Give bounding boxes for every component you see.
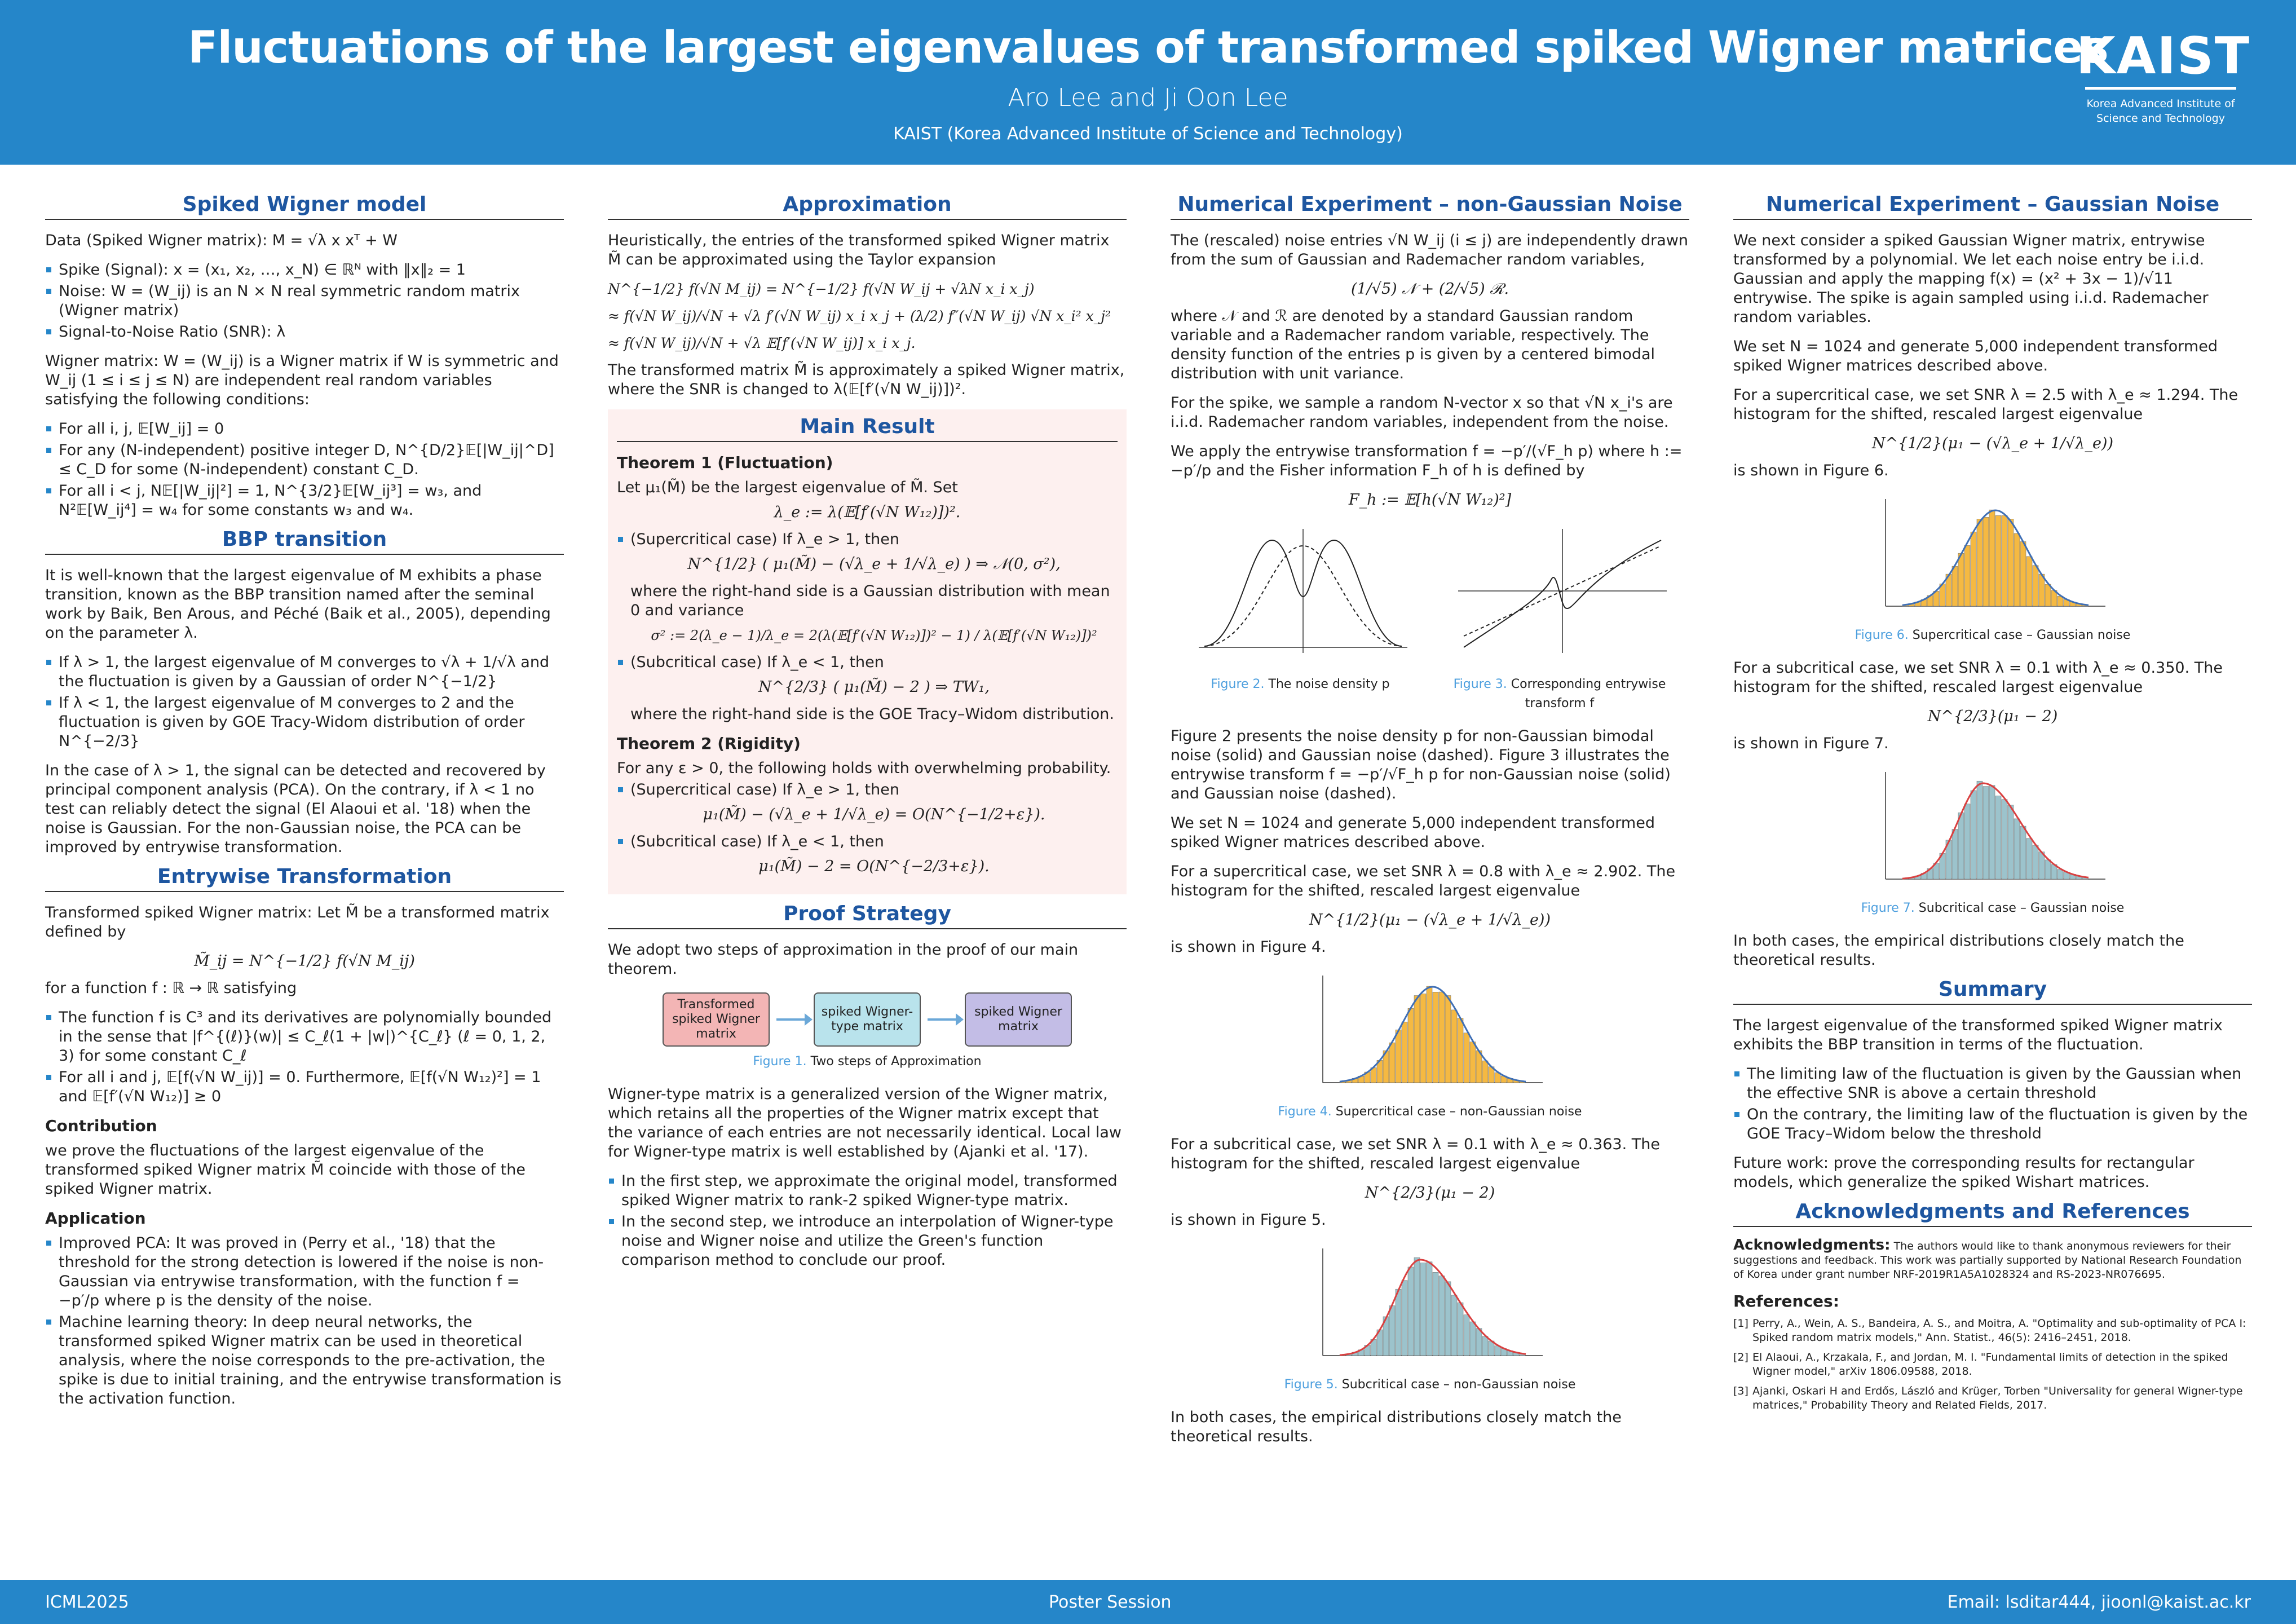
ref-number: [1] xyxy=(1733,1317,1749,1330)
g-eq-1: N^{1/2}(μ₁ − (√λ_e + 1/√λ_e)) xyxy=(1871,435,2113,452)
g-text-4: is shown in Figure 6. xyxy=(1733,462,1889,479)
histogram-bar xyxy=(2008,805,2014,879)
figure-number: Figure 1. xyxy=(753,1054,807,1069)
histogram-bar xyxy=(1470,1042,1476,1083)
transform-plot xyxy=(1447,518,1672,664)
wigner-definition: Wigner matrix: W = (W_ij) is a Wigner matrix if W is symmetric and W_ij (1 ≤ i ≤ j ≤ N) are independent real random variables satisfying the following conditions: xyxy=(45,352,559,408)
kaist-logo xyxy=(2076,27,2251,126)
approx-after: The transformed matrix M̃ is approximately a spiked Wigner matrix, where the SNR is changed to λ(𝔼[f′(√N W_ij)])². xyxy=(608,361,1125,398)
column-2 xyxy=(608,186,1127,1280)
approximation-flow xyxy=(608,992,1127,1047)
acknowledgments xyxy=(1733,1238,2252,1282)
flow-box-transformed: Transformed spiked Wigner matrix xyxy=(663,992,770,1047)
figure-3 xyxy=(1447,518,1672,727)
histogram-bar xyxy=(1408,1008,1414,1083)
histogram-bar xyxy=(1433,1272,1438,1356)
poster-title: Fluctuations of the largest eigenvalues of transformed spiked Wigner matrices xyxy=(188,23,2108,73)
caption-text: Subcritical case – non-Gaussian noise xyxy=(1341,1378,1576,1392)
figure-7-histogram xyxy=(1863,764,2122,893)
case-label: (Supercritical case) If λ_e > 1, then xyxy=(630,531,899,548)
bbp-list xyxy=(45,653,564,751)
figure-3-caption xyxy=(1447,675,1672,713)
histogram-bar xyxy=(1464,1033,1469,1083)
histogram-bar xyxy=(2014,533,2020,606)
column-3 xyxy=(1171,186,1689,1457)
histogram-bar xyxy=(2026,557,2032,606)
wigner-type-text: Wigner-type matrix is a generalized version of the Wigner matrix, which retains all the properties of the Wigner matrix except that the variance of each entries are not necessarily identical. Local law for Wigner-type matrix is well established by (Ajanki et al. '17). xyxy=(608,1085,1121,1160)
case-label: (Supercritical case) If λ_e > 1, then xyxy=(630,781,899,798)
histogram-bar xyxy=(1995,515,2001,606)
histogram-bar xyxy=(1983,517,1989,606)
caption-text: Two steps of Approximation xyxy=(810,1054,982,1069)
histogram-bar xyxy=(1958,813,1964,879)
histogram-bar xyxy=(2045,584,2051,606)
g-text-6: is shown in Figure 7. xyxy=(1733,735,1889,752)
subcritical-eq: N^{2/3} ( μ₁(M̃) − 2 ) ⇒ TW₁, xyxy=(758,678,990,696)
heading-spiked-wigner: Spiked Wigner model xyxy=(45,195,564,220)
histogram-bar xyxy=(2002,800,2007,879)
ack-text: The authors would like to thank anonymous reviewers for their suggestions and feedback. This work was partially supported by National Research Foundation of Korea under grant number NRF-2019R1A5A1028324 and RS-2023-NR076695. xyxy=(1733,1240,2242,1281)
ng-text-4: We apply the entrywise transformation f = −p′/(√F_h p) where h := −p′/p and the Fisher information F_h of h is defined by xyxy=(1171,443,1683,479)
g-text-2: We set N = 1024 and generate 5,000 independent transformed spiked Wigner matrices described above. xyxy=(1733,338,2218,374)
histogram-bar xyxy=(1482,1061,1488,1083)
histogram-bar xyxy=(1495,1346,1500,1356)
ng-eq-4: N^{2/3}(μ₁ − 2) xyxy=(1365,1184,1495,1202)
histogram-bar xyxy=(1458,1018,1463,1083)
caption-text: Corresponding entrywise transform f xyxy=(1511,677,1666,710)
list-item: Machine learning theory: In deep neural networks, the transformed spiked Wigner matrix can be used in theoretical analysis, where the noise corresponds to the pre-activation, the spike is due to initial training, and the entrywise transformation is the activation function. xyxy=(45,1313,564,1409)
theorem-1-eq: λ_e := λ(𝔼[f′(√N W₁₂)])². xyxy=(774,504,961,521)
histogram-bar xyxy=(1420,1263,1426,1356)
theorem-2-list xyxy=(617,780,1118,876)
g-text-7: In both cases, the empirical distributions closely match the theoretical results. xyxy=(1733,932,2184,969)
histogram-bar xyxy=(1445,995,1451,1083)
caption-text: The noise density p xyxy=(1268,677,1390,691)
histogram-bar xyxy=(1964,804,1970,879)
bbp-text: It is well-known that the largest eigenvalue of M exhibits a phase transition, known as the BBP transition named after the seminal work by Baik, Ben Arous, and Péché (Baik et al., 2005), depending on the parameter λ. xyxy=(45,567,551,642)
histogram-bar xyxy=(2033,845,2038,879)
list-item xyxy=(617,653,1118,724)
rigidity-super-eq: μ₁(M̃) − (√λ_e + 1/√λ_e) = O(N^{−1/2+ε}). xyxy=(703,806,1045,823)
list-item: On the contrary, the limiting law of the fluctuation is given by the GOE Tracy–Widom below the threshold xyxy=(1733,1105,2252,1144)
footer-session: Poster Session xyxy=(1049,1592,1172,1612)
approx-eq-1: N^{−1/2} f(√N M_ij) = N^{−1/2} f(√N W_ij + √λN x_i x_j) xyxy=(608,281,1035,297)
ng-text-8: is shown in Figure 4. xyxy=(1171,938,1326,956)
figure-4-histogram xyxy=(1300,967,1560,1097)
histogram-bar xyxy=(1983,787,1989,879)
heading-proof-strategy: Proof Strategy xyxy=(608,904,1127,929)
flow-box-wigner-type: spiked Wigner-type matrix xyxy=(814,992,921,1047)
ng-eq-3: N^{1/2}(μ₁ − (√λ_e + 1/√λ_e)) xyxy=(1309,911,1551,929)
list-item: In the first step, we approximate the original model, transformed spiked Wigner matrix to rank-2 spiked Wigner-type matrix. xyxy=(608,1172,1127,1210)
histogram-bar xyxy=(1427,986,1432,1083)
histogram-bar xyxy=(1482,1336,1488,1356)
theorem-1-list xyxy=(617,530,1118,724)
caption-text: Supercritical case – Gaussian noise xyxy=(1912,628,2131,642)
logo-rule xyxy=(2085,87,2236,90)
summary-text: The largest eigenvalue of the transformed spiked Wigner matrix exhibits the BBP transition in terms of the fluctuation. xyxy=(1733,1017,2223,1053)
figure-7-caption xyxy=(1733,899,2252,918)
heading-bbp: BBP transition xyxy=(45,530,564,555)
histogram-bar xyxy=(1414,995,1420,1083)
histogram-bar xyxy=(2014,819,2020,879)
logo-text: KAIST xyxy=(2076,27,2251,86)
list-item: For all i, j, 𝔼[W_ij] = 0 xyxy=(45,420,564,439)
heading-summary: Summary xyxy=(1733,980,2252,1005)
histogram-bar xyxy=(1458,1303,1463,1356)
g-text-1: We next consider a spiked Gaussian Wigner matrix, entrywise transformed by a polynomial. We let each noise entry be i.i.d. Gaussian and apply the mapping f(x) = (x² + 3x − 1)/√11 entrywise. The spike is again sampled using i.i.d. Rademacher random variables. xyxy=(1733,232,2209,326)
figure-2 xyxy=(1187,518,1413,727)
histogram-bar xyxy=(1958,553,1964,606)
histogram-bar xyxy=(1433,992,1438,1083)
list-item xyxy=(617,530,1118,645)
g-text-5: For a subcritical case, we set SNR λ = 0.1 with λ_e ≈ 0.350. The histogram for the shifted, rescaled largest eigenvalue xyxy=(1733,659,2223,696)
figure-5-histogram xyxy=(1300,1240,1560,1370)
case-label: (Subcritical case) If λ_e < 1, then xyxy=(630,654,884,671)
ng-text-9: For a subcritical case, we set SNR λ = 0.1 with λ_e ≈ 0.363. The histogram for the shifted, rescaled largest eigenvalue xyxy=(1171,1136,1660,1172)
authors: Aro Lee and Ji Oon Lee xyxy=(1008,83,1288,112)
figure-number: Figure 5. xyxy=(1284,1378,1338,1392)
figure-number: Figure 6. xyxy=(1855,628,1909,642)
ng-text-10: is shown in Figure 5. xyxy=(1171,1211,1326,1229)
proof-steps xyxy=(608,1172,1127,1270)
histogram-bar xyxy=(2026,839,2032,879)
histogram-bar xyxy=(1402,1022,1407,1083)
approx-text: Heuristically, the entries of the transformed spiked Wigner matrix M̃ can be approximated using the Taylor expansion xyxy=(608,232,1110,268)
ng-text-1: The (rescaled) noise entries √N W_ij (i ≤ j) are independently drawn from the sum of Gaussian and Rademacher random variables, xyxy=(1171,232,1689,268)
ng-text-6: We set N = 1024 and generate 5,000 independent transformed spiked Wigner matrices described above. xyxy=(1171,814,1655,851)
footer-email: Email: lsditar444, jioonl@kaist.ac.kr xyxy=(1947,1592,2251,1612)
ng-text-11: In both cases, the empirical distributions closely match the theoretical results. xyxy=(1171,1409,1622,1445)
histogram-bar xyxy=(1470,1322,1476,1356)
caption-text: Supercritical case – non-Gaussian noise xyxy=(1335,1105,1582,1119)
approx-eq-3: ≈ f(√N W_ij)/√N + √λ 𝔼[f′(√N W_ij)] x_i x_j. xyxy=(608,335,916,351)
histogram-bar xyxy=(1451,1010,1457,1083)
heading-non-gaussian: Numerical Experiment – non-Gaussian Noise xyxy=(1171,195,1689,220)
histogram-bar xyxy=(1402,1281,1407,1356)
histogram-bar xyxy=(1445,1282,1451,1356)
heading-contribution: Contribution xyxy=(45,1116,157,1135)
histogram-bar xyxy=(1396,1030,1401,1083)
wigner-conditions xyxy=(45,420,564,520)
caption-text: Subcritical case – Gaussian noise xyxy=(1918,901,2125,915)
data-line: Data (Spiked Wigner matrix): M = √λ x xᵀ + W xyxy=(45,232,398,249)
theorem-1-text: Let μ₁(M̃) be the largest eigenvalue of M̃. Set xyxy=(617,479,958,496)
application-list xyxy=(45,1234,564,1409)
heading-application: Application xyxy=(45,1209,146,1228)
column-1 xyxy=(45,186,564,1419)
list-item xyxy=(617,780,1118,824)
list-item: If λ > 1, the largest eigenvalue of M converges to √λ + 1/√λ and the fluctuation is given by a Gaussian of order N^{−1/2} xyxy=(45,653,564,691)
list-item: For all i < j, N𝔼[|W_ij|²] = 1, N^{3/2}𝔼[W_ij³] = w₃, and N²𝔼[W_ij⁴] = w₄ for some constants w₃ and w₄. xyxy=(45,482,564,520)
contribution-text: we prove the fluctuations of the largest eigenvalue of the transformed spiked Wigner matrix M̃ coincide with those of the spiked Wigner matrix. xyxy=(45,1142,526,1198)
list-item: In the second step, we introduce an interpolation of Wigner-type noise and Wigner noise and utilize the Green's function comparison method to conclude our proof. xyxy=(608,1212,1127,1270)
histogram-bar xyxy=(1995,796,2001,879)
ng-eq-2: F_h := 𝔼[h(√N W₁₂)²] xyxy=(1348,491,1512,509)
histogram-bar xyxy=(2008,519,2014,606)
entry-for: for a function f : ℝ → ℝ satisfying xyxy=(45,979,297,997)
histogram-bar xyxy=(1427,1262,1432,1356)
histogram-bar xyxy=(1464,1315,1469,1356)
entry-list xyxy=(45,1008,564,1106)
footer-conference: ICML2025 xyxy=(45,1592,129,1612)
theorem-2-text: For any ε > 0, the following holds with overwhelming probability. xyxy=(617,760,1111,777)
g-eq-2: N^{2/3}(μ₁ − 2) xyxy=(1927,708,2058,725)
noise-density-plot xyxy=(1187,518,1413,664)
list-item: The limiting law of the fluctuation is given by the Gaussian when the effective SNR is above a certain threshold xyxy=(1733,1065,2252,1103)
histogram-bar xyxy=(1414,1257,1420,1356)
flow-box-spiked-wigner: spiked Wigner matrix xyxy=(965,992,1072,1047)
ack-label: Acknowledgments: xyxy=(1733,1237,1891,1254)
histogram-bar xyxy=(1952,829,1958,879)
reference-item xyxy=(1733,1384,2252,1413)
figure-5-caption xyxy=(1171,1375,1689,1394)
theorem-1-title: Theorem 1 (Fluctuation) xyxy=(617,453,833,472)
main-result-box xyxy=(608,409,1127,894)
figures-2-3 xyxy=(1171,518,1689,727)
list-item xyxy=(617,832,1118,876)
figure-number: Figure 2. xyxy=(1211,677,1265,691)
pca-text: In the case of λ > 1, the signal can be detected and recovered by principal component analysis (PCA). On the contrary, if λ < 1 no test can reliably detect the signal (El Alaoui et al. '18) when the noise is Gaussian. For the non-Gaussian noise, the PCA can be improved by entrywise transformation. xyxy=(45,762,546,856)
histogram-bar xyxy=(1952,566,1958,606)
figure-4-caption xyxy=(1171,1102,1689,1122)
histogram-bar xyxy=(1476,1329,1482,1356)
histogram-bar xyxy=(1408,1267,1414,1356)
references-heading: References: xyxy=(1733,1292,1839,1310)
list-item: Noise: W = (W_ij) is an N × N real symmetric random matrix (Wigner matrix) xyxy=(45,282,564,320)
ng-eq-1: (1/√5) 𝒩 + (2/√5) ℛ. xyxy=(1350,280,1509,298)
g-text-3: For a supercritical case, we set SNR λ = 2.5 with λ_e ≈ 1.294. The histogram for the shifted, rescaled largest eigenvalue xyxy=(1733,386,2238,423)
affiliation: KAIST (Korea Advanced Institute of Science and Technology) xyxy=(893,124,1403,144)
ng-text-2: where 𝒩 and ℛ are denoted by a standard Gaussian random variable and a Rademacher random variable, respectively. The density function of the entries p is given by a centered bimodal distribution with unit variance. xyxy=(1171,307,1655,382)
case-label: (Subcritical case) If λ_e < 1, then xyxy=(630,833,884,850)
header-banner xyxy=(0,0,2296,165)
histogram-bar xyxy=(1971,791,1976,879)
model-list xyxy=(45,261,564,342)
figure-2-caption xyxy=(1187,675,1413,694)
approx-eq-2: ≈ f(√N W_ij)/√N + √λ f′(√N W_ij) x_i x_j + (λ/2) f″(√N W_ij) √N x_i² x_j² xyxy=(608,308,1111,324)
theorem-2-title: Theorem 2 (Rigidity) xyxy=(617,734,801,753)
logo-subtitle: Korea Advanced Institute of Science and Technology xyxy=(2086,98,2235,125)
ref-number: [3] xyxy=(1733,1385,1749,1397)
histogram-bar xyxy=(2045,860,2051,879)
rigidity-sub-eq: μ₁(M̃) − 2 = O(N^{−2/3+ε}). xyxy=(758,858,990,875)
entry-equation: M̃_ij = N^{−1/2} f(√N M_ij) xyxy=(194,952,415,970)
flow-arrow xyxy=(776,1018,807,1021)
heading-acknowledgments: Acknowledgments and References xyxy=(1733,1202,2252,1227)
heading-approximation: Approximation xyxy=(608,195,1127,220)
histogram-bar xyxy=(2002,515,2007,606)
histogram-bar xyxy=(1396,1289,1401,1356)
list-item: If λ < 1, the largest eigenvalue of M converges to 2 and the fluctuation is given by GOE Tracy-Widom distribution of order N^{−2/3} xyxy=(45,694,564,751)
histogram-bar xyxy=(1420,994,1426,1083)
list-item: Improved PCA: It was proved in (Perry et al., '18) that the threshold for the strong detection is lowered if the noise is non-Gaussian via entrywise transformation, with the function f = −p′/p where p is the density of the noise. xyxy=(45,1234,564,1310)
histogram-bar xyxy=(2020,826,2026,879)
histogram-bar xyxy=(2033,566,2038,606)
future-work: Future work: prove the corresponding results for rectangular models, which generalize the spiked Wishart matrices. xyxy=(1733,1154,2195,1191)
histogram-bar xyxy=(1451,1295,1457,1356)
list-item: For any (N-independent) positive integer D, N^{D/2}𝔼[|W_ij|^D] ≤ C_D for some (N-independent) constant C_D. xyxy=(45,441,564,479)
flow-arrow xyxy=(928,1018,958,1021)
histogram-bar xyxy=(1977,781,1982,879)
footer-banner xyxy=(0,1580,2296,1624)
histogram-bar xyxy=(1977,519,1982,606)
ng-text-3: For the spike, we sample a random N-vector x so that √N x_i's are i.i.d. Rademacher random variables, independent from the noise. xyxy=(1171,394,1673,431)
sigma-eq: σ² := 2(λ_e − 1)/λ_e = 2(λ(𝔼[f′(√N W₁₂)])² − 1) / λ(𝔼[f′(√N W₁₂)])² xyxy=(651,628,1097,643)
list-item: Signal-to-Noise Ratio (SNR): λ xyxy=(45,323,564,342)
histogram-bar xyxy=(2020,541,2026,606)
entry-text: Transformed spiked Wigner matrix: Let M̃ be a transformed matrix defined by xyxy=(45,904,550,941)
heading-entrywise: Entrywise Transformation xyxy=(45,867,564,892)
figure-6-caption xyxy=(1733,626,2252,645)
list-item: Spike (Signal): x = (x₁, x₂, …, x_N) ∈ ℝᴺ with ‖x‖₂ = 1 xyxy=(45,261,564,280)
proof-text: We adopt two steps of approximation in the proof of our main theorem. xyxy=(608,941,1079,978)
histogram-bar xyxy=(2039,852,2045,879)
histogram-bar xyxy=(1989,510,1995,606)
histogram-bar xyxy=(1971,532,1976,606)
histogram-bar xyxy=(1989,785,1995,879)
histogram-bar xyxy=(1439,992,1445,1083)
reference-item xyxy=(1733,1351,2252,1379)
ng-text-5: Figure 2 presents the noise density p for non-Gaussian bimodal noise (solid) and Gaussian noise (dashed). Figure 3 illustrates the entrywise transform f = −p′/√F_h p for non-Gaussian noise (solid) and Gaussian noise (dashed). xyxy=(1171,727,1671,802)
histogram-bar xyxy=(1964,545,1970,606)
heading-gaussian: Numerical Experiment – Gaussian Noise xyxy=(1733,195,2252,220)
figure-number: Figure 3. xyxy=(1453,677,1507,691)
histogram-bar xyxy=(1439,1276,1445,1356)
histogram-bar xyxy=(1389,1306,1395,1356)
histogram-bar xyxy=(2057,870,2063,879)
column-4 xyxy=(1733,186,2252,1423)
summary-list xyxy=(1733,1065,2252,1144)
histogram-bar xyxy=(1389,1043,1395,1083)
list-item: The function f is C³ and its derivatives are polynomially bounded in the sense that |f^{(ℓ)}(w)| ≤ C_ℓ(1 + |w|)^{C_ℓ} (ℓ = 0, 1, 2, 3) for some constant C_ℓ xyxy=(45,1008,564,1066)
ref-text: El Alaoui, A., Krzakala, F., and Jordan, M. I. "Fundamental limits of detection in the spiked Wigner model," arXiv 1806.09588, 2018. xyxy=(1752,1351,2228,1378)
figure-number: Figure 4. xyxy=(1278,1105,1332,1119)
references-list xyxy=(1733,1317,2252,1413)
subcritical-note: where the right-hand side is the GOE Tracy–Widom distribution. xyxy=(630,705,1114,723)
ng-text-7: For a supercritical case, we set SNR λ = 0.8 with λ_e ≈ 2.902. The histogram for the shifted, rescaled largest eigenvalue xyxy=(1171,863,1676,899)
list-item: For all i and j, 𝔼[f(√N W_ij)] = 0. Furthermore, 𝔼[f(√N W₁₂)²] = 1 and 𝔼[f′(√N W₁₂)] ≥ 0 xyxy=(45,1068,564,1106)
reference-item xyxy=(1733,1317,2252,1345)
figure-1-caption xyxy=(608,1052,1127,1071)
supercritical-note: where the right-hand side is a Gaussian distribution with mean 0 and variance xyxy=(630,582,1110,619)
figure-6-histogram xyxy=(1863,491,2122,620)
ref-text: Ajanki, Oskari H and Erdős, László and Krüger, Torben "Universality for general Wigner-type matrices," Probability Theory and Related Fields, 2017. xyxy=(1752,1385,2243,1411)
ref-text: Perry, A., Wein, A. S., Bandeira, A. S., and Moitra, A. "Optimality and sub-optimality of PCA I: Spiked random matrix models," Ann. Statist., 46(5): 2416–2451, 2018. xyxy=(1752,1317,2246,1344)
ref-number: [2] xyxy=(1733,1351,1749,1363)
heading-main-result: Main Result xyxy=(617,417,1118,442)
supercritical-eq: N^{1/2} ( μ₁(M̃) − (√λ_e + 1/√λ_e) ) ⇒ 𝒩(0, σ²), xyxy=(687,555,1061,573)
figure-number: Figure 7. xyxy=(1861,901,1915,915)
